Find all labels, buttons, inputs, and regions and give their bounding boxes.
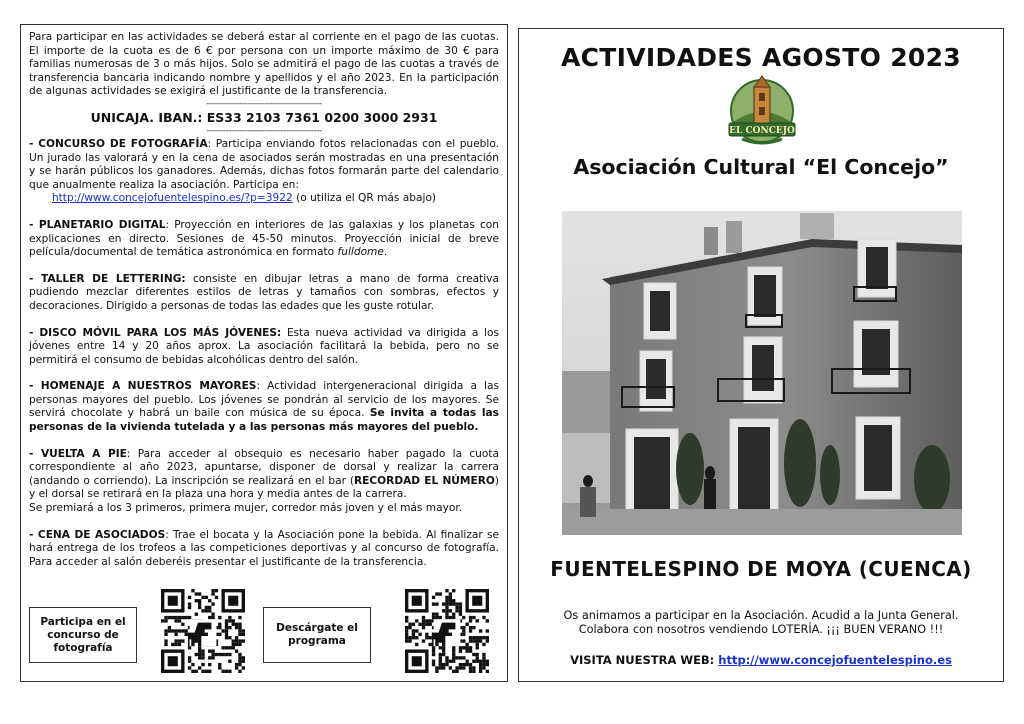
activity-planetarium [29, 219, 499, 260]
qr-hint: (o utiliza el QR más abajo) [292, 192, 437, 205]
activity-photo-contest [29, 138, 499, 206]
activity-title: - HOMENAJE A NUESTROS MAYORES [29, 380, 257, 393]
association-name: Asociación Cultural “El Concejo” [573, 155, 949, 179]
qr-code-icon[interactable] [161, 589, 245, 673]
activity-title: - PLANETARIO DIGITAL [29, 218, 166, 231]
activity-text-cont: ) y el dorsal se retirará en la plaza una hora y media antes de la carrera. [29, 474, 499, 501]
activities-info-panel [20, 24, 508, 682]
activity-invitation: Se invita a todas las personas de la vivienda tutelada y a las personas más mayores del pueblo. [29, 407, 499, 434]
qr-section [21, 581, 507, 681]
association-logo [724, 73, 800, 153]
page-title: ACTIVIDADES AGOSTO 2023 [561, 43, 961, 72]
invitation-message [519, 609, 1003, 637]
website-link[interactable]: http://www.concejofuentelespino.es [718, 653, 952, 667]
activity-elders-tribute [29, 380, 499, 434]
logo-text: EL CONCEJO [729, 126, 795, 136]
activity-text: : Actividad intergeneracional dirigida a las personas mayores del pueblo. Los jóvenes se pondrán al servicio de los mayores. Se servirá chocolate y habrá un baile con música de su época. [29, 380, 499, 420]
photo-contest-cta: Participa en el concurso de fotografía [29, 607, 137, 663]
activity-title: - DISCO MÓVIL PARA LOS MÁS JÓVENES: [29, 326, 282, 339]
activity-title: - TALLER DE LETTERING: [29, 272, 186, 285]
message-line: Os animamos a participar en la Asociación. Acudid a la Junta General. [563, 609, 959, 622]
divider-bottom: ------------------------------------------ [206, 125, 322, 136]
activity-text: Esta nueva actividad va dirigida a los jóvenes entre 14 y 20 años aprox. La asociación facilitará la bebida, pero no se permitirá el consumo de bebidas alcohólicas dentro del salón. [29, 326, 499, 366]
activity-dinner [29, 529, 499, 570]
activity-reminder: RECORDAD EL NÚMERO [353, 474, 495, 487]
website-label: VISITA NUESTRA WEB: [570, 653, 719, 667]
activity-disco [29, 327, 499, 368]
iban-line: UNICAJA. IBAN.: ES33 2103 7361 0200 3000 2931 [90, 109, 438, 125]
cover-panel [518, 28, 1004, 682]
activity-lettering [29, 273, 499, 314]
activity-text: : Trae el bocata y la Asociación pone la bebida. Al finalizar se hará entrega de los trofeos a las competiciones deportivas y al concurso de fotografía. Para acceder al salón deberéis presentar el justificante de la transferencia. [29, 528, 499, 568]
activity-text: : Para acceder al obsequio es necesario haber pagado la cuota correspondiente al año 2023, apuntarse, disponer de dorsal y realizar la carrera (andando o corriendo). La inscripción se realizará en el bar ( [29, 447, 499, 487]
activity-walk [29, 448, 499, 516]
activity-title: - CENA DE ASOCIADOS [29, 528, 166, 541]
activity-title: - VUELTA A PIE [29, 447, 127, 460]
divider-top: ------------------------------------------ [206, 98, 322, 109]
activity-text: : Participa enviando fotos relacionadas con el pueblo. Un jurado las valorará y en la cena de asociados serán mostradas en una presentación y se harán públicos los ganadores. Además, dichas fotos formarán parte del calendario que anualmente realiza la asociación. Participa en: [29, 137, 499, 191]
membership-fee-intro: Para participar en las actividades se deberá estar al corriente en el pago de las cuotas. El importe de la cuota es de 6 € por persona con un importe máximo de 30 € para familias numerosas de 3 o más hijos. Solo se admitirá el pago de las cuotas a través de transferencia bancaria indicando nombre y apellidos y el año 2023. En la participación de algunas actividades se exigirá el justificante de la transferencia. [29, 31, 499, 98]
qr-code-icon[interactable] [405, 589, 489, 673]
message-line: Colabora con nosotros vendiendo LOTERÍA. ¡¡¡ BUEN VERANO !!! [578, 623, 944, 636]
activity-format: fulldome [337, 246, 384, 259]
activity-prizes: Se premiará a los 3 primeros, primera mujer, corredor más joven y el más mayor. [29, 502, 463, 515]
website-line [519, 653, 1003, 667]
activity-text: consiste en dibujar letras a mano de forma creativa pudiendo mezclar diferentes estilos de letras y tamaños con sombras, efectos y decoraciones. Dirigido a personas de todas las edades que les guste rotular. [29, 272, 500, 312]
activity-text-end: . [383, 246, 388, 259]
activity-text: : Proyección en interiores de las galaxias y los planetas con explicaciones en directo. Sesiones de 45-50 minutos. Proyección inicial de breve película/documental de temática astronómica en formato [29, 218, 499, 259]
historic-building-photo [562, 211, 962, 535]
download-program-cta: Descárgate el programa [263, 607, 371, 663]
photo-contest-link[interactable]: http://www.concejofuentelespino.es/?p=3922 [51, 192, 293, 205]
town-heading: FUENTELESPINO DE MOYA (CUENCA) [550, 557, 972, 581]
activity-title: - CONCURSO DE FOTOGRAFÍA [29, 137, 208, 150]
